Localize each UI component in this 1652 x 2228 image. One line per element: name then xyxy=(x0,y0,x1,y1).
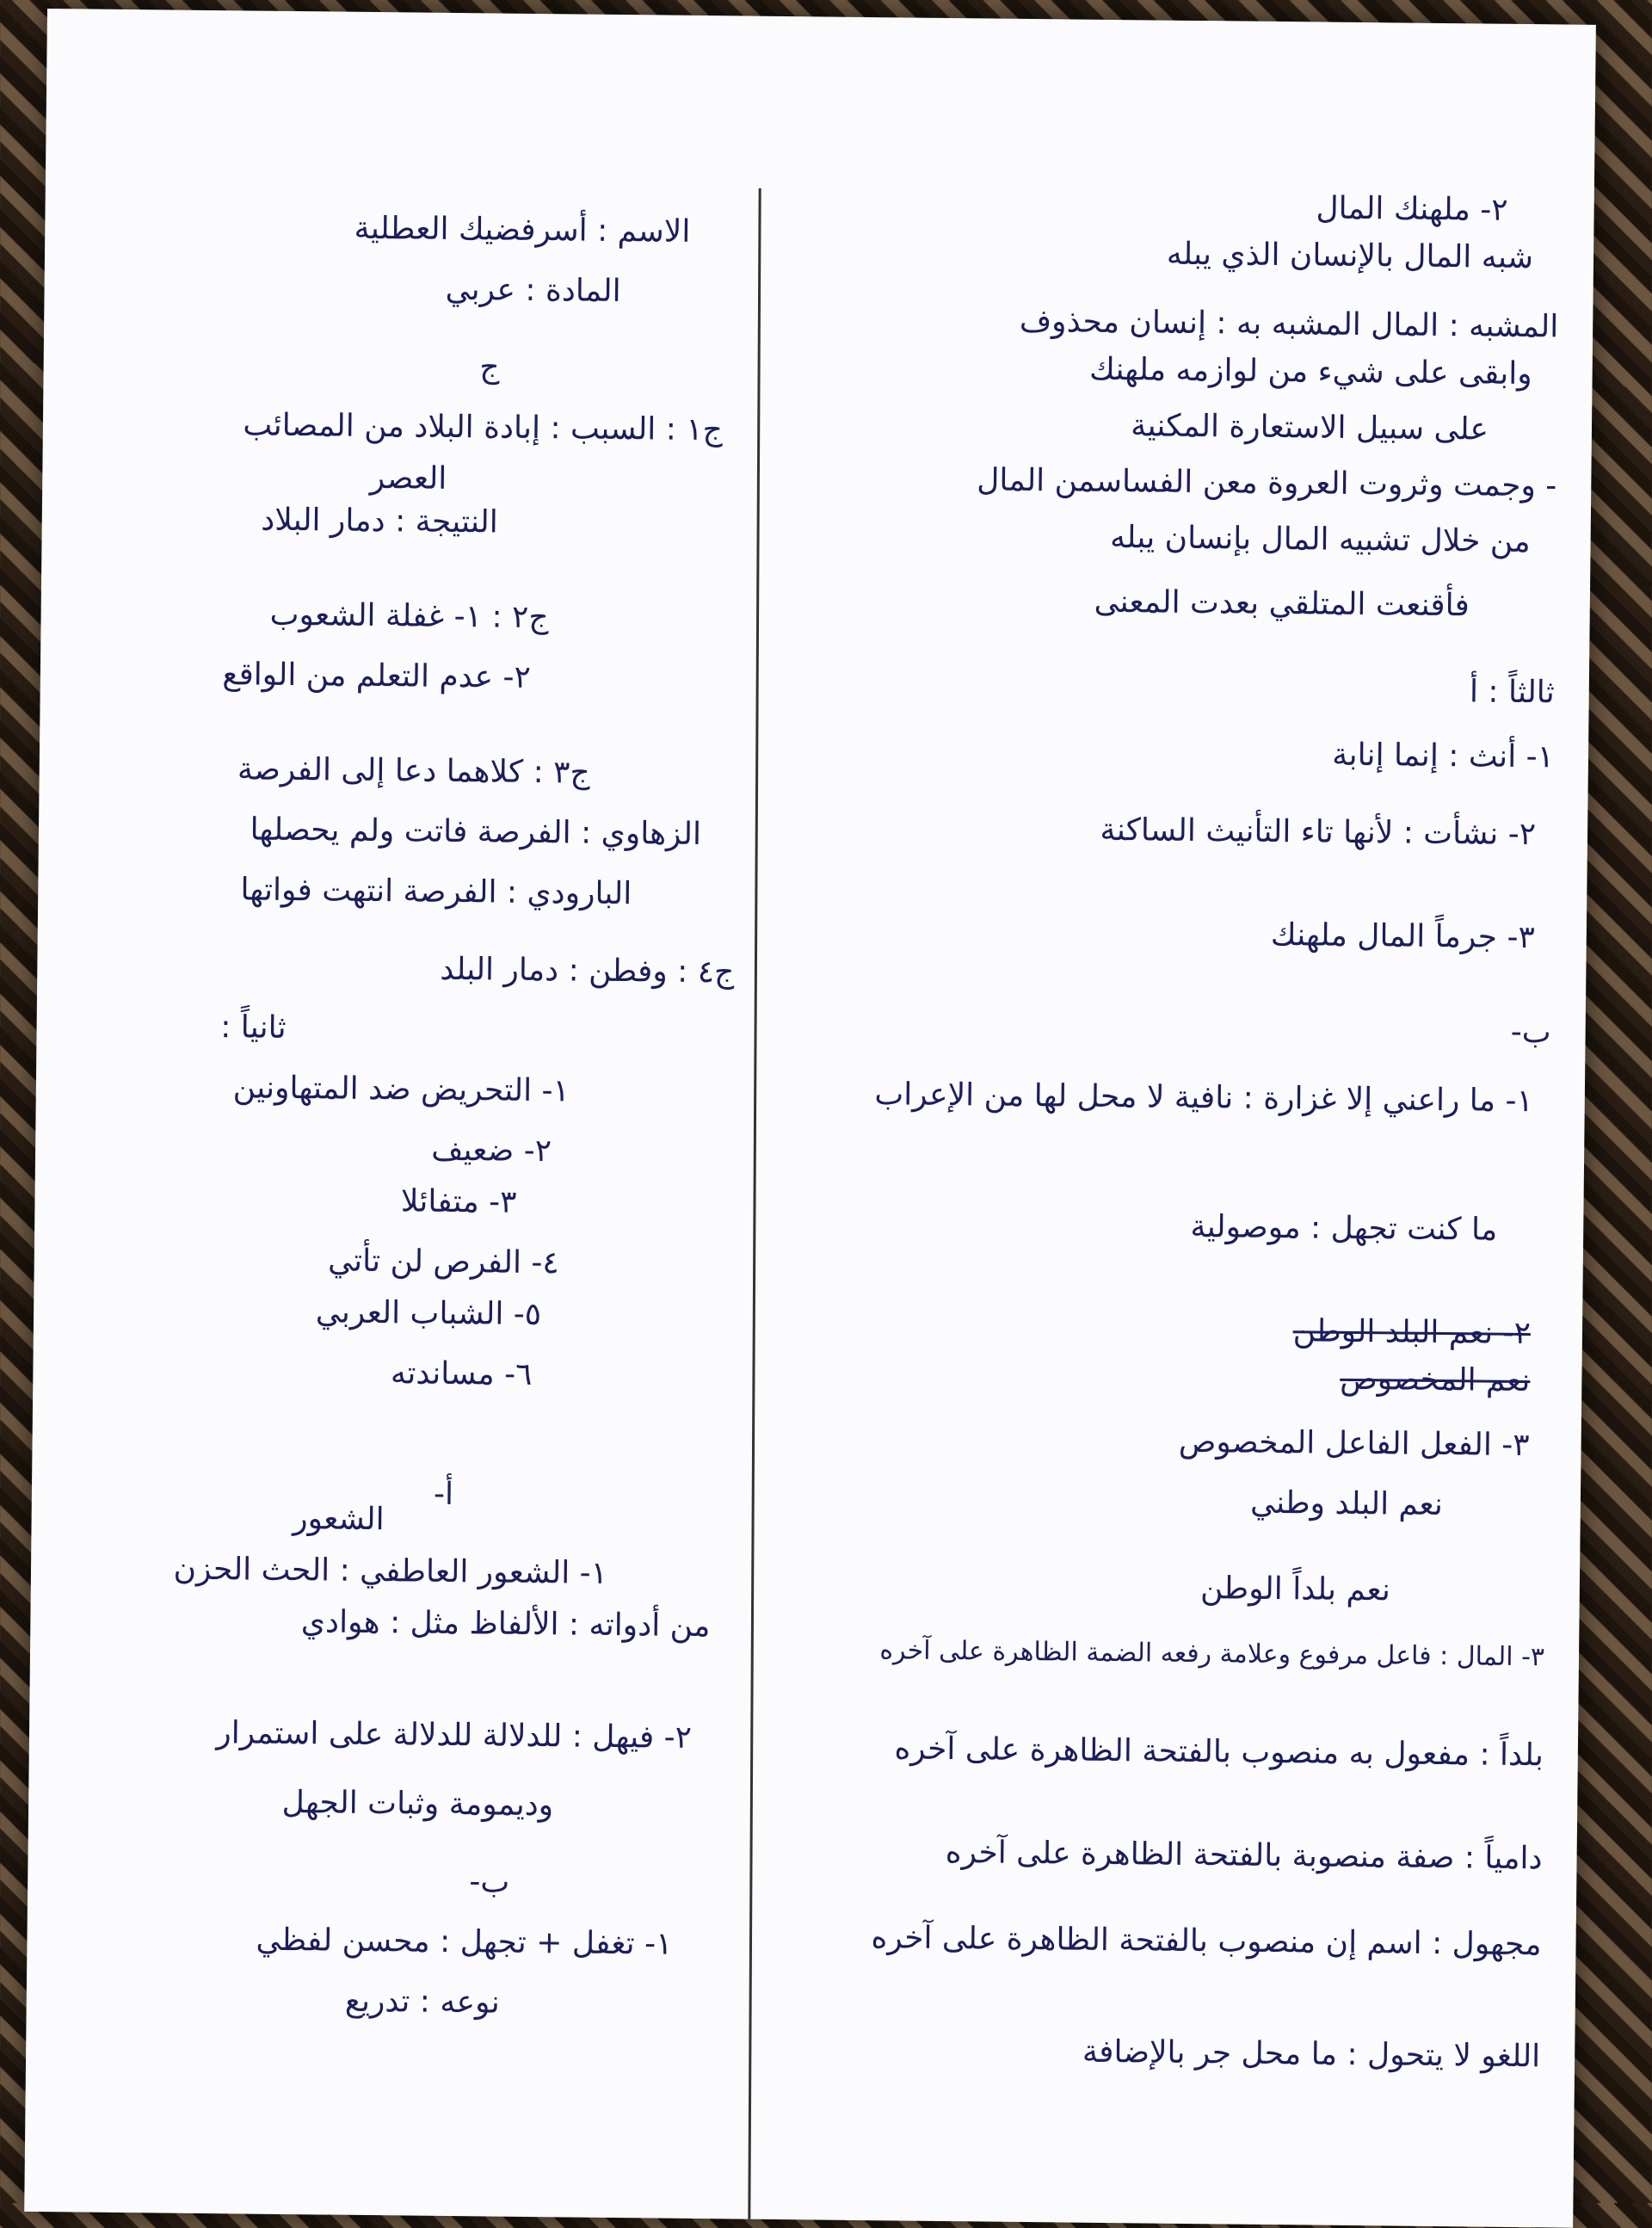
left-column-line: المادة : عربي xyxy=(445,271,621,309)
right-column-line: بلداً : مفعول به منصوب بالفتحة الظاهرة على آخره xyxy=(894,1731,1544,1774)
right-column-line: فأقنعت المتلقي بعدت المعنى xyxy=(1094,583,1470,624)
right-column-line: نعم بلداً الوطن xyxy=(1199,1571,1391,1608)
right-column-line: ٣- المال : فاعل مرفوع وعلامة رفعه الضمة الظاهرة على آخره xyxy=(879,1635,1545,1673)
right-column-line: على سبيل الاستعارة المكنية xyxy=(1131,408,1489,447)
right-column-line: ٣- الفعل الفاعل المخصوص xyxy=(1178,1423,1530,1464)
right-column-line: شبه المال بالإنسان الذي يبله xyxy=(1166,236,1534,276)
left-column-line: ٢- عدم التعلم من الواقع xyxy=(222,657,532,695)
right-column-line: ٣- جرماً المال ملهنك xyxy=(1270,917,1536,956)
left-column-line: ثانياً : xyxy=(219,1009,287,1046)
right-column-line: ثالثاً : أ xyxy=(1469,674,1555,711)
left-column-line: ج xyxy=(479,349,500,386)
left-column-line: ج٣ : كلاهما دعا إلى الفرصة xyxy=(237,751,590,791)
left-column-line: النتيجة : دمار البلاد xyxy=(260,502,498,540)
right-column-line: ١- ما راعني إلا غزارة : نافية لا محل لها من الإعراب xyxy=(874,1077,1534,1120)
left-column-line: أ- xyxy=(433,1476,454,1513)
left-column-line: من أدواته : الألفاظ مثل : هوادي xyxy=(300,1604,711,1645)
right-column-line: نعم المخصوص xyxy=(1340,1361,1531,1399)
right-column-line: نعم البلد وطني xyxy=(1249,1484,1444,1523)
left-column xyxy=(82,9,744,2021)
column-divider xyxy=(748,188,761,2219)
right-column-line: ما كنت تجهل : موصولية xyxy=(1190,1208,1498,1248)
left-column-line: ٢- فيهل : للدلالة للدلالة على استمرار xyxy=(216,1715,693,1756)
left-column-line: ٦- مساندته xyxy=(390,1355,533,1392)
left-column-line: ١- تغفل + تجهل : محسن لفظي xyxy=(256,1922,673,1962)
right-column-line: من خلال تشبيه المال بإنسان يبله xyxy=(1109,519,1531,560)
left-column-line: ١- التحريض ضد المتهاونين xyxy=(232,1070,570,1109)
right-column-line: ٢- نشأت : لأنها تاء التأنيث الساكنة xyxy=(1100,812,1537,853)
right-column-line: المشبه : المال المشبه به : إنسان محذوف xyxy=(1019,303,1559,345)
left-column-line: ٥- الشباب العربي xyxy=(315,1294,542,1333)
left-column-line: ج٢ : ١- غفلة الشعوب xyxy=(269,596,549,636)
right-column-line: اللغو لا يتحول : ما محل جر بالإضافة xyxy=(1082,2034,1541,2075)
left-column-line: البارودي : الفرصة انتهت فواتها xyxy=(240,872,632,912)
left-column-line: ١- الشعور العاطفي : الحث الحزن xyxy=(173,1551,608,1591)
right-column-line: وابقى على شيء من لوازمه ملهنك xyxy=(1088,351,1532,392)
left-column-line: ٢- ضعيف xyxy=(431,1132,552,1170)
right-column-line: ٢- نعم البلد الوطن xyxy=(1292,1313,1532,1352)
left-column-line: الشعور xyxy=(292,1501,385,1538)
right-column xyxy=(787,16,1562,2075)
left-column-line: الزهاوي : الفرصة فاتت ولم يحصلها xyxy=(250,812,702,853)
left-column-line: ج١ : السبب : إبادة البلاد من المصائب xyxy=(243,407,724,448)
right-column-line: دامياً : صفة منصوبة بالفتحة الظاهرة على آخره xyxy=(945,1835,1543,1877)
right-column-line: - وجمت وثروت العروة معن الفساسمن المال xyxy=(977,462,1557,504)
right-column-line: ٢- ملهنك المال xyxy=(1316,190,1508,228)
left-column-line: ب- xyxy=(469,1864,510,1900)
left-column-line: وديمومة وثبات الجهل xyxy=(281,1784,554,1824)
paper-sheet xyxy=(24,9,1596,2228)
left-column-line: الاسم : أسرفضيك العطلية xyxy=(354,210,691,250)
right-column-line: ١- أنث : إنما إنابة xyxy=(1332,737,1555,775)
right-column-line: ب- xyxy=(1510,1014,1551,1051)
left-column-line: نوعه : تدريع xyxy=(344,1983,500,2021)
left-column-line: العصر xyxy=(369,460,447,497)
right-column-line: مجهول : اسم إن منصوب بالفتحة الظاهرة على آخره xyxy=(871,1920,1542,1963)
left-column-line: ٣- متفائلا xyxy=(400,1183,517,1220)
left-column-line: ٤- الفرص لن تأتي xyxy=(327,1243,559,1281)
left-column-line: ج٤ : وفطن : دمار البلد xyxy=(440,951,735,991)
